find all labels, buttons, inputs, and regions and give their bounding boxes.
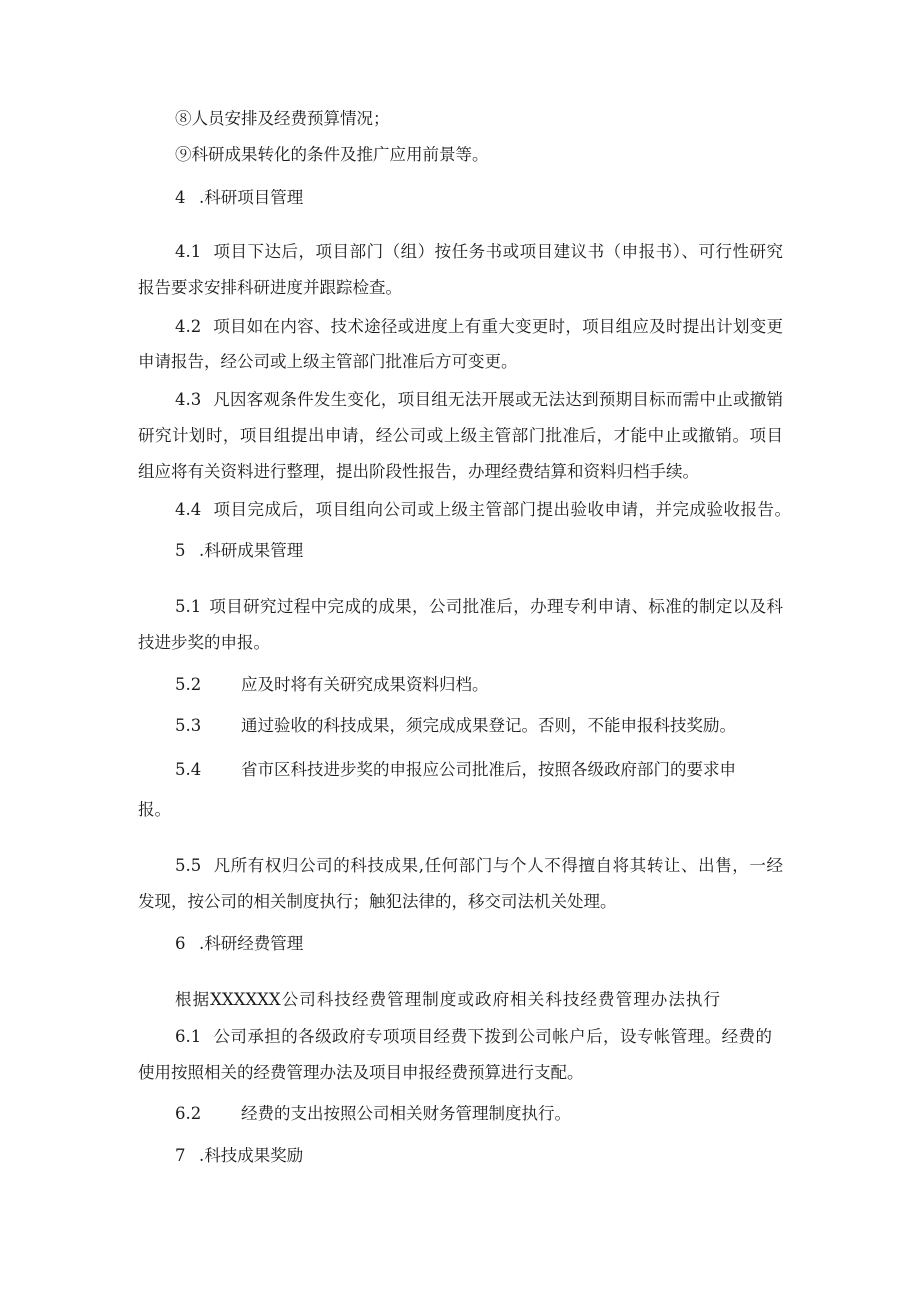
paragraph-4-3-line-3: 组应将有关资料进行整理，提出阶段性报告，办理经费结算和资料归档手续。 <box>138 462 699 481</box>
section-6-number: 6 <box>175 934 186 953</box>
paragraph-4-4-line-1 <box>175 500 791 520</box>
section-6-heading <box>175 934 303 954</box>
paragraph-5-4-line-1 <box>175 760 736 780</box>
paragraph-6-1-line-2: 使用按照相关的经费管理办法及项目申报经费预算进行支配。 <box>138 1063 584 1082</box>
section-4-title: .科研项目管理 <box>199 188 304 207</box>
section-5-number: 5 <box>175 541 186 560</box>
paragraph-5-1-line-1 <box>175 597 783 617</box>
paragraph-6-1-number: 6.1 <box>175 1027 202 1046</box>
paragraph-5-5-number: 5.5 <box>175 856 202 875</box>
paragraph-5-5-line-1 <box>175 856 783 876</box>
paragraph-5-5-line-2: 发现，按公司的相关制度执行；触犯法律的，移交司法机关处理。 <box>138 892 617 911</box>
paragraph-5-4-line-2: 报。 <box>138 800 171 819</box>
list-item-9: ⑨科研成果转化的条件及推广应用前景等。 <box>175 145 489 164</box>
paragraph-4-1-line-1 <box>175 242 783 262</box>
paragraph-5-2-text: 应及时将有关研究成果资料归档。 <box>241 675 489 694</box>
paragraph-5-4-text: 省市区科技进步奖的申报应公司批准后，按照各级政府部门的要求申 <box>241 760 736 779</box>
section-7-number: 7 <box>175 1146 186 1165</box>
paragraph-4-2-text: 项目如在内容、技术途径或进度上有重大变更时，项目组应及时提出计划变更 <box>213 317 783 336</box>
section-7-title: .科技成果奖励 <box>199 1146 304 1165</box>
paragraph-4-4-number: 4.4 <box>175 500 202 519</box>
paragraph-5-3-line-1 <box>175 716 736 736</box>
paragraph-4-2-line-2: 申请报告，经公司或上级主管部门批准后方可变更。 <box>138 352 518 371</box>
paragraph-5-1-line-2: 技进步奖的申报。 <box>138 633 270 652</box>
paragraph-4-3-line-2: 研究计划时，项目组提出申请，经公司或上级主管部门批准后，才能中止或撤销。项目 <box>138 426 783 445</box>
section-6-intro: 根据XXXXXX公司科技经费管理制度或政府相关科技经费管理办法执行 <box>175 990 720 1009</box>
paragraph-4-3-number: 4.3 <box>175 390 202 409</box>
paragraph-4-4-text: 项目完成后，项目组向公司或上级主管部门提出验收申请，并完成验收报告。 <box>213 500 791 519</box>
paragraph-4-2-number: 4.2 <box>175 317 202 336</box>
paragraph-4-1-text: 项目下达后，项目部门（组）按任务书或项目建议书（申报书）、可行性研究 <box>213 242 783 261</box>
paragraph-5-4-number: 5.4 <box>175 760 202 779</box>
section-5-title: .科研成果管理 <box>199 541 304 560</box>
paragraph-5-2-number: 5.2 <box>175 675 202 694</box>
paragraph-5-3-text: 通过验收的科技成果，须完成成果登记。否则，不能申报科技奖励。 <box>241 716 736 735</box>
paragraph-4-3-line-1 <box>175 390 783 410</box>
paragraph-5-5-text: 凡所有权归公司的科技成果,任何部门与个人不得擅自将其转让、出售，一经 <box>213 856 783 875</box>
list-item-8: ⑧人员安排及经费预算情况； <box>175 109 390 128</box>
paragraph-6-2-text: 经费的支出按照公司相关财务管理制度执行。 <box>241 1104 571 1123</box>
paragraph-4-1-line-2: 报告要求安排科研进度并跟踪检查。 <box>138 278 402 297</box>
paragraph-6-1-line-1 <box>175 1027 772 1047</box>
section-5-heading <box>175 541 303 561</box>
section-6-title: .科研经费管理 <box>199 934 304 953</box>
paragraph-5-3-number: 5.3 <box>175 716 202 735</box>
paragraph-4-3-text: 凡因客观条件发生变化，项目组无法开展或无法达到预期目标而需中止或撤销 <box>213 390 783 409</box>
paragraph-5-1-number: 5.1 <box>175 597 202 616</box>
section-4-heading <box>175 188 303 208</box>
paragraph-6-1-text: 公司承担的各级政府专项项目经费下拨到公司帐户后，设专帐管理。经费的 <box>213 1027 772 1046</box>
paragraph-4-2-line-1 <box>175 317 783 337</box>
paragraph-5-2-line-1 <box>175 675 489 695</box>
paragraph-5-1-text: 项目研究过程中完成的成果，公司批准后，办理专利申请、标准的制定以及科 <box>209 597 783 616</box>
section-7-heading <box>175 1146 303 1166</box>
section-4-number: 4 <box>175 188 186 207</box>
paragraph-6-2-line-1 <box>175 1104 571 1124</box>
paragraph-4-1-number: 4.1 <box>175 242 202 261</box>
paragraph-6-2-number: 6.2 <box>175 1104 202 1123</box>
